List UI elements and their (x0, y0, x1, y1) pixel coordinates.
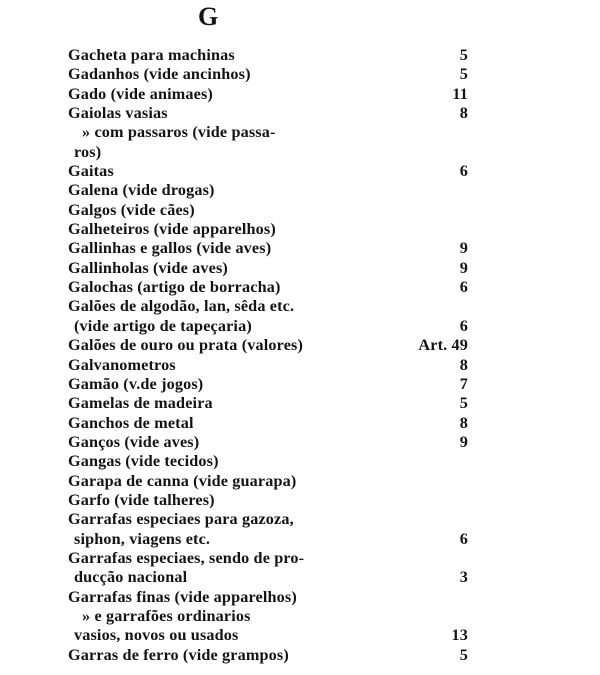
index-entry (68, 356, 600, 375)
entry-number: 5 (459, 46, 468, 64)
entry-text: » com passaros (vide passa- (82, 123, 276, 142)
index-entry (68, 220, 600, 239)
index-entry (68, 201, 600, 220)
entry-text: Gangas (vide tecidos) (68, 452, 219, 471)
index-entry (68, 472, 600, 491)
index-entry (68, 278, 600, 297)
entry-text: Gaitas (68, 162, 114, 181)
index-entry (68, 123, 600, 142)
entry-text: Garras de ferro (vide grampos) (68, 645, 289, 664)
entry-text: ducção nacional (74, 568, 188, 587)
index-entry (68, 530, 600, 549)
entry-text: ros) (74, 142, 102, 161)
entry-text: Garrafas especiaes para gazoza, (68, 510, 294, 529)
index-entry (68, 588, 600, 607)
index-entry (68, 46, 600, 65)
entry-number: 5 (459, 394, 468, 413)
entry-text: siphon, viagens etc. (74, 529, 211, 548)
entry-text: vasios, novos ou usados (74, 626, 239, 645)
section-letter: G (198, 2, 219, 31)
index-entry (68, 510, 600, 529)
entry-text: Gadanhos (vide ancinhos) (68, 65, 251, 84)
index-entry (68, 491, 600, 510)
entry-text: Garrafas finas (vide apparelhos) (68, 587, 297, 606)
index-entry (68, 433, 600, 452)
entry-number: 6 (459, 278, 468, 297)
entry-number: 8 (459, 413, 468, 432)
entry-text: Galgos (vide cães) (68, 200, 195, 219)
index-entry (68, 568, 600, 587)
index-entry (68, 104, 600, 123)
entry-number: 9 (459, 239, 468, 258)
entry-text: Galheteiros (vide apparelhos) (68, 220, 276, 239)
entry-text: Ganços (vide aves) (68, 432, 200, 451)
entry-text: Gacheta para machinas (68, 46, 235, 64)
index-entry (68, 65, 600, 84)
entry-text: Gamão (v.de jogos) (68, 374, 204, 393)
entry-number: 6 (459, 529, 468, 548)
entry-text: » e garrafões ordinarios (82, 606, 251, 625)
index-entry (68, 452, 600, 471)
entry-number: 3 (459, 568, 468, 587)
entry-text: (vide artigo de tapeçaria) (74, 316, 252, 335)
entry-number: 6 (459, 316, 468, 335)
entry-text: Gado (vide animaes) (68, 84, 213, 103)
entry-text: Garapa de canna (vide guarapa) (68, 471, 297, 490)
entry-number: Art. 49 (418, 336, 468, 355)
index-entry (68, 414, 600, 433)
index-entry (68, 162, 600, 181)
entry-text: Gamelas de madeira (68, 394, 213, 413)
index-entry (68, 549, 600, 568)
entry-number: 9 (459, 258, 468, 277)
entry-number: 8 (459, 104, 468, 123)
entry-text: Galões de algodão, lan, sêda etc. (68, 297, 295, 316)
entry-number: 9 (459, 432, 468, 451)
entry-number: 5 (459, 65, 468, 84)
index-entry (68, 394, 600, 413)
entry-text: Galena (vide drogas) (68, 181, 215, 200)
entry-text: Gallinhas e gallos (vide aves) (68, 239, 272, 258)
entry-text: Galões de ouro ou prata (valores) (68, 336, 304, 355)
index-entry (68, 626, 600, 645)
index-entry (68, 259, 600, 278)
index-entry (68, 181, 600, 200)
entry-number: 6 (459, 162, 468, 181)
entry-text: Gallinholas (vide aves) (68, 258, 228, 277)
index-list (68, 46, 600, 665)
entry-text: Galvanometros (68, 355, 176, 374)
entry-number: 5 (459, 645, 468, 664)
index-entry (68, 143, 600, 162)
index-entry (68, 85, 600, 104)
entry-number: 8 (459, 355, 468, 374)
entry-text: Gaiolas vasias (68, 104, 168, 123)
entry-text: Ganchos de metal (68, 413, 194, 432)
index-entry (68, 297, 600, 316)
index-entry (68, 646, 600, 665)
index-entry (68, 317, 600, 336)
entry-text: Galochas (artigo de borracha) (68, 278, 281, 297)
entry-text: Garrafas especiaes, sendo de pro- (68, 548, 305, 567)
entry-number: 7 (459, 374, 468, 393)
index-entry (68, 239, 600, 258)
entry-text: Garfo (vide talheres) (68, 490, 215, 509)
entry-number: 11 (452, 84, 468, 103)
entry-number: 13 (451, 626, 468, 645)
index-entry (68, 375, 600, 394)
index-entry (68, 336, 600, 355)
index-entry (68, 607, 600, 626)
